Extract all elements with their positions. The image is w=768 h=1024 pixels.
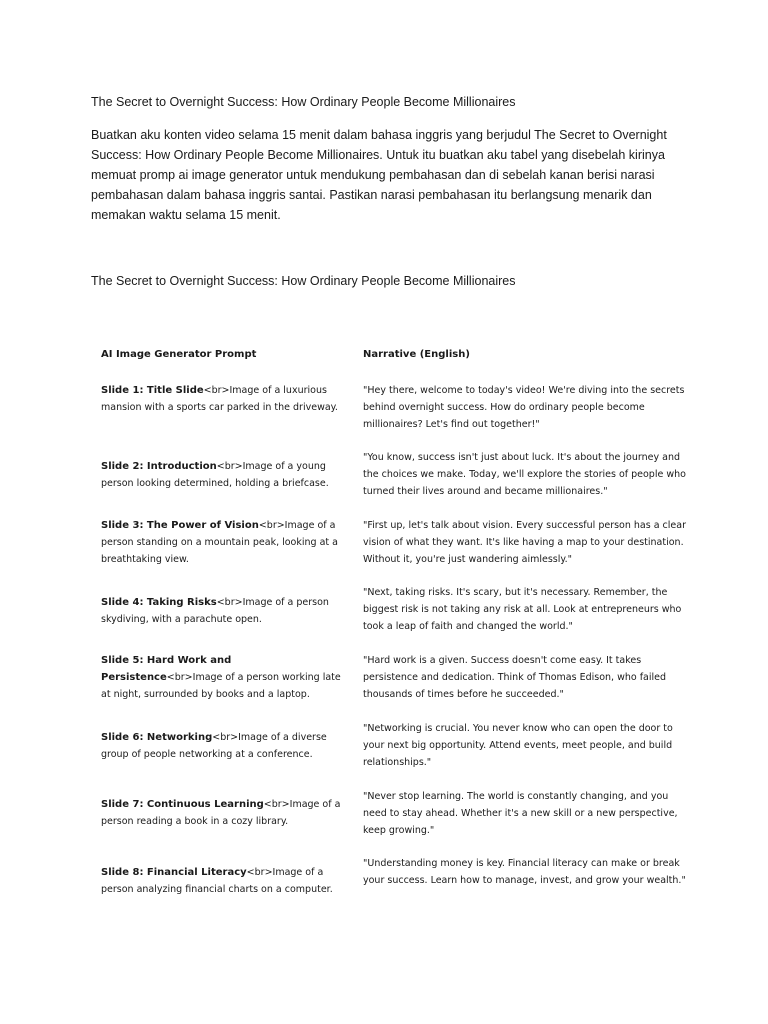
prompt-text: <br>Image of a young person looking determined, holding a briefcase.: [101, 461, 329, 489]
narrative-cell-5: "Hard work is a given. Success doesn't come easy. It takes persistence and dedication. Think of Thomas Edison, who failed thousands of times before he succeeded.": [363, 655, 667, 700]
prompt-text: <br>Image of a person skydiving, with a parachute open.: [101, 597, 329, 625]
slide-label: Slide 4: Taking Risks: [101, 597, 217, 608]
narrative-cell-8: "Understanding money is key. Financial literacy can make or break your success. Learn how to manage, invest, and grow your wealth.": [363, 858, 686, 886]
prompt-cell-2: [101, 458, 345, 492]
document-title: The Secret to Overnight Success: How Ordinary People Become Millionaires: [91, 95, 516, 109]
prompt-text: <br>Image of a person reading a book in a cozy library.: [101, 799, 341, 827]
narrative-cell-4: "Next, taking risks. It's scary, but it's necessary. Remember, the biggest risk is not taking any risk at all. Look at entrepreneurs who took a leap of faith and changed the world.": [363, 587, 682, 632]
prompt-text: <br>Image of a person working late at night, surrounded by books and a laptop.: [101, 672, 341, 700]
prompt-cell-3: [101, 517, 345, 568]
prompt-text: <br>Image of a diverse group of people networking at a conference.: [101, 732, 327, 760]
slide-label: Slide 1: Title Slide: [101, 385, 204, 396]
slide-label: Slide 8: Financial Literacy: [101, 867, 247, 878]
prompt-cell-8: [101, 864, 345, 898]
narrative-cell-3: "First up, let's talk about vision. Every successful person has a clear vision of what they want. It's like having a map to your destination. Without it, you're just wandering aimlessly.": [363, 520, 686, 565]
slide-label: Slide 5: Hard Work and Persistence: [101, 655, 232, 683]
slide-label: Slide 2: Introduction: [101, 461, 217, 472]
prompt-cell-7: [101, 796, 345, 830]
header-prompt: AI Image Generator Prompt: [101, 349, 257, 360]
intro-paragraph: Buatkan aku konten video selama 15 menit dalam bahasa inggris yang berjudul The Secret to Overnight Success: How Ordinary People Become Millionaires. Untuk itu buatkan aku tabel yang disebelah kirinya memuat promp ai image generator untuk mendukung pembahasan dan di sebelah kanan berisi narasi pembahasan dalam bahasa inggris santai. Pastikan narasi pembahasan itu berlangsung menarik dan memakan waktu selama 15 menit.: [91, 128, 667, 222]
narrative-cell-1: "Hey there, welcome to today's video! We're diving into the secrets behind overnight success. How do ordinary people become millionaires? Let's find out together!": [363, 385, 685, 430]
header-narrative: Narrative (English): [363, 349, 470, 360]
slide-label: Slide 3: The Power of Vision: [101, 520, 259, 531]
prompt-cell-5: [101, 652, 345, 703]
narrative-cell-7: "Never stop learning. The world is constantly changing, and you need to stay ahead. Whether it's a new skill or a new perspective, keep growing.": [363, 791, 678, 836]
narrative-cell-2: "You know, success isn't just about luck. It's about the journey and the choices we make. Today, we'll explore the stories of people who turned their lives around and became millionaires.": [363, 452, 686, 497]
slide-label: Slide 7: Continuous Learning: [101, 799, 264, 810]
prompt-text: <br>Image of a person analyzing financial charts on a computer.: [101, 867, 333, 895]
narrative-cell-6: "Networking is crucial. You never know who can open the door to your next big opportunity. Attend events, meet people, and build relationships.": [363, 723, 673, 768]
prompt-text: <br>Image of a luxurious mansion with a sports car parked in the driveway.: [101, 385, 338, 413]
prompt-cell-1: [101, 382, 345, 416]
prompt-text: <br>Image of a person standing on a mountain peak, looking at a breathtaking view.: [101, 520, 338, 565]
prompt-cell-4: [101, 594, 345, 628]
prompt-cell-6: [101, 729, 345, 763]
document-subtitle: The Secret to Overnight Success: How Ordinary People Become Millionaires: [91, 274, 516, 288]
slide-label: Slide 6: Networking: [101, 732, 213, 743]
